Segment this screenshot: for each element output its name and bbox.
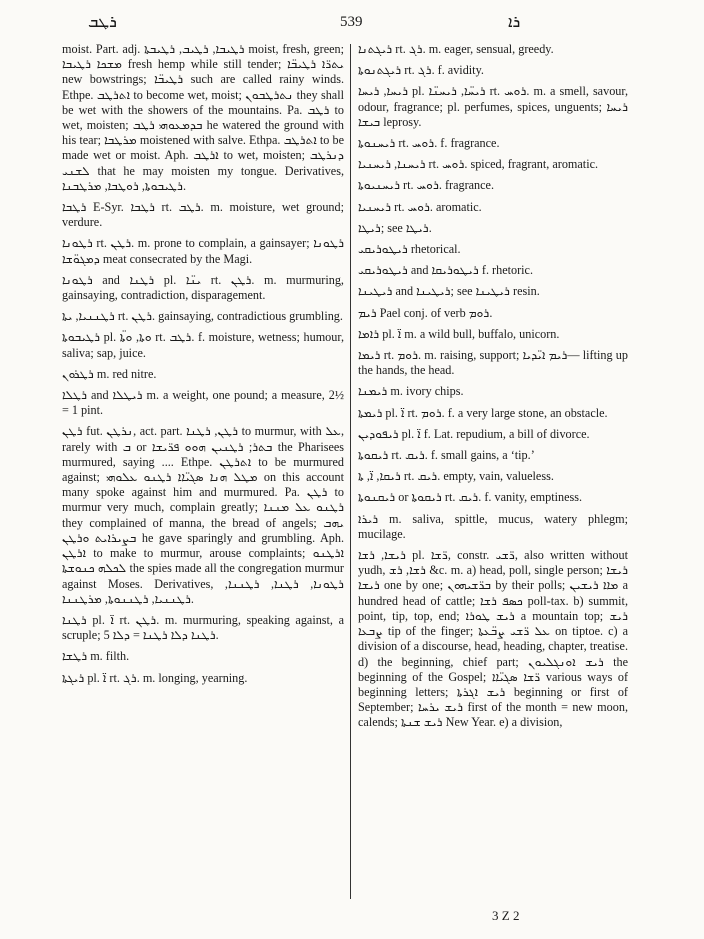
entry: ܪܝܚܢܐ, ܪܝܚܢܝܐ rt. ܪܘܚ. spiced, fragrant, aromatic.: [358, 157, 599, 172]
entry: moist. Part. adj. ܪܛܝܒܐ, ܪܛܝܒ, ܪܛܝܒܬܐ moist, fresh, green; ܡܫܟܐ ܪܛܝܒܐ fresh hemp while still tender; ܝܬܪ̈ܐ ܪܛܝܒ̈ܐ new bowstrings; ܪܛܝܒ̈ܐ such are called rainy winds. Ethpe. ܐܬܪܛܒ to become wet, moist; ܢܬܪܛܒܘܢ they shall be wet with the showers of the mountains. Pa. ܪܛܒ to wet, moisten; ܒܕܡܥܘܗܝ ܪܛܒ he watered the ground with his tear; ܡܪܛܒܐ moistened with salve. Ethpa. ܐܬܪܛܒ to be made wet or moist. Aph. ܐܪܛܒ to wet, moisten; ܕܢܪܛܒ ܠܫܢܝ that he may moisten my tongue. Derivatives, ܪܛܝܒܘܬܐ, ܪܘܛܒܐ, ܡܪܛܒܢܐ.: [62, 42, 344, 193]
entry: ܪܝܚܢܘܬܐ rt. ܪܘܚ. f. fragrance.: [358, 136, 500, 151]
entry: ܪܛܝܒܘܬܐ pl. ܘܬܐ, ܘܬ̈ܐ rt. ܪܛܒ. f. moisture, wetness; humour, saliva; sap, juice.: [62, 330, 344, 360]
entry: ܪܛܫܐ m. filth.: [62, 649, 130, 664]
page-number: 539: [340, 14, 363, 30]
entry: ܪܛܢܐ pl. ܐ̈ rt. ܪܛܢ. m. murmuring, speaking against, a scruple; ܪܛܢܐ ܕܠܐ ܪܛܢܐ = ܕܠܐ 5.: [62, 612, 344, 643]
entry: ܪܝܓܬܐ pl. ܐ̈ rt. ܪܓ. m. longing, yearning.: [62, 670, 248, 685]
entry: ܪܝܦܘܕܝܢ pl. ܐ̈ f. Lat. repudium, a bill of divorce.: [358, 426, 590, 441]
entry: ܪܝܚܢܝܐ rt. ܪܘܚ. aromatic.: [358, 199, 482, 214]
header-left-word: ܪܛܒ: [88, 12, 117, 31]
column-divider: [350, 44, 351, 899]
entry: ܪܝܩܐ, ܐ̈, ܬܐ rt. ܪܝܩ. empty, vain, valueless.: [358, 469, 554, 484]
entry: ܪܝܛܝܢܐ and ܪܝܛܝܢܐ; see ܪܝܛܝܢܐ resin.: [358, 284, 540, 299]
entry: ܪܝܪܐ m. saliva, spittle, mucus, watery phlegm; mucilage.: [358, 511, 628, 541]
entry: ܪܛܢ fut. ܢܪܛܢ, act. part. ܪܛܢ, ܪܛܢܐ to murmur, with ܥܠ, rarely with ܒ or ܒܬܪ; ܪܛܢܝܢ ܗܘܘ ܦܪ̈ܝܫܐ the Pharisees murmured, saying .... Ethpe. ܐܬܪܛܢ to be murmured against; ܡܛܠ ܗܢܐ ܣܓܝ̈ܐܐ ܪܛܢܘ ܥܠܘܗܝ on this account many spoke against him and murmured. Pa. ܪܛܢ to murmur very much, complain greatly; ܪܛܢܘ ܥܠ ܡܢܢܐ they complained of manna, the bread of angels; ܝܗܒ ܒܨܝܪܐܝܬ ܘܪܛܢ he gave sparingly and grumbling. Aph. ܐܪܛܢ to make to murmur, arouse complaints; ܐܪܛܢܘ ܠܟܠܗ ܟܢܘܫܬܐ the spies made all the congregation murmur against Moses. Derivatives, ܪܛܘܢܐ, ܪܛܢܐ, ܪܛܢܢܐ, ܪܛܢܢܝܐ, ܪܛܢܢܘܬܐ, ܡܪܛܢܢܐ.: [62, 424, 344, 606]
entry: ܪܛܘܢܐ rt. ܪܛܢ. m. prone to complain, a gainsayer; ܪܛܘܢܐ ܕܡܓܘ̈ܫܐ meat consecrated by the Magi.: [62, 236, 344, 266]
entry: ܪܝܚܐ, ܪܝܚܐ pl. ܪܝܚ̈ܐ, ܪܝܚܢ̈ܐ rt. ܪܘܚ. m. a smell, savour, odour, fragrance; pl. perfumes, spices, unguents; ܪܝܚܐ ܒܝܫܐ leprosy.: [358, 84, 628, 129]
entry: ܪܛܪܘܢ m. red nitre.: [62, 366, 157, 381]
entry: ܪܛܠܐ and ܪܝܛܠܐ m. a weight, one pound; a measure, 2½ = 1 pint.: [62, 388, 344, 418]
entry: ܪܝܡܐ rt. ܪܘܡ. m. raising, support; ܪܝܡ ܐܝ̈ܕܝܐ— lifting up the hands, the head.: [358, 348, 628, 378]
left-column: [62, 42, 344, 902]
entry: ܪܝܡ Pael conj. of verb ܪܘܡ.: [358, 305, 493, 320]
entry: ܪܝܛܘܪܝܩܝ rhetorical.: [358, 242, 461, 257]
entry: ܪܝܩܢܘܬܐ or ܪܝܩܘܬܐ rt. ܪܝܩ. f. vanity, emptiness.: [358, 490, 583, 505]
entry: ܪܝܛܐ; see ܪܝܛܐ.: [358, 220, 432, 235]
entry: ܪܝܫܐ, ܪܫܐ pl. ܪ̈ܫܐ, constr. ܪ̈ܫܝ, also written without yudh, ܪܫܐ, ܪܫ &c. m. a) head, poll, single person; ܪܝܫܐ ܪܝܫܐ one by one; ܒܪ̈ܫܝܗܘܢ by their polls; ܡܐܐ ܪܝܫܝܢ a hundred head of cattle; ܟܣܦ ܪܫܐ poll-tax. b) summit, point, tip, top, end; ܪܝܫ ܛܘܪܐ a mountain top; ܪܝܫ ܨܒܥܐ tip of the finger; ܥܠ ܪ̈ܫܝ ܨܒ̈ܥܬܐ on tiptoe. c) a division of a discourse, head, heading, chapter, treatise. d) the beginning, chief part; ܪܝܫ ܐܘܢܓܠܝܘܢ the beginning of the Gospel; ܪ̈ܫܐ ܣܓܝ̈ܐܐ various ways of beginning letters; ܪܝܫ ܐܓܪܬܐ beginning or first of September; ܪܝܫ ܝܪܚܐ first of the month = new moon, calends; ܪܝܫ ܫܢܬܐ New Year. e) a division,: [358, 548, 628, 730]
right-column: [358, 42, 628, 902]
entry: ܪܛܒܐ E-Syr. ܪܛܒܐ rt. ܪܛܒ. m. moisture, wet ground; verdure.: [62, 200, 344, 230]
entry: ܪܝܛܘܪܝܩܝ and ܪܝܛܘܪܝܩܐ f. rhetoric.: [358, 263, 534, 278]
header-right-word: ܪܐ: [508, 12, 521, 31]
entry: ܪܝܓܬܢܘܬܐ rt. ܪܓ. f. avidity.: [358, 63, 484, 78]
entry: ܪܝܓܬܢܐ rt. ܪܓ. m. eager, sensual, greedy.: [358, 42, 554, 56]
running-header: [0, 0, 704, 40]
entry: ܪܝܡܬܐ pl. ܐ̈ rt. ܪܘܡ. f. a very large stone, an obstacle.: [358, 405, 608, 420]
entry: ܪܝܚܢܝܘܬܐ rt. ܪܘܚ. fragrance.: [358, 178, 495, 193]
signature-mark: 3 Z 2: [492, 908, 520, 923]
entry: ܪܛܢܢܝܐ, ܝܬܐ rt. ܪܛܢ. gainsaying, contradictious grumbling.: [62, 309, 343, 324]
entry: ܪܐܡܐ pl. ܐ̈ m. a wild bull, buffalo, unicorn.: [358, 326, 560, 341]
entry: ܪܝܡܢܐ m. ivory chips.: [358, 384, 464, 399]
entry: ܪܛܘܢܐ and ܪܛܢܐ pl. ܝܢ̈ܐ rt. ܪܛܢ. m. murmuring, gainsaying, contradiction, disparagement.: [62, 272, 344, 303]
entry: ܪܝܩܘܬܐ rt. ܪܝܩ. f. small gains, a ‘tip.’: [358, 448, 535, 463]
